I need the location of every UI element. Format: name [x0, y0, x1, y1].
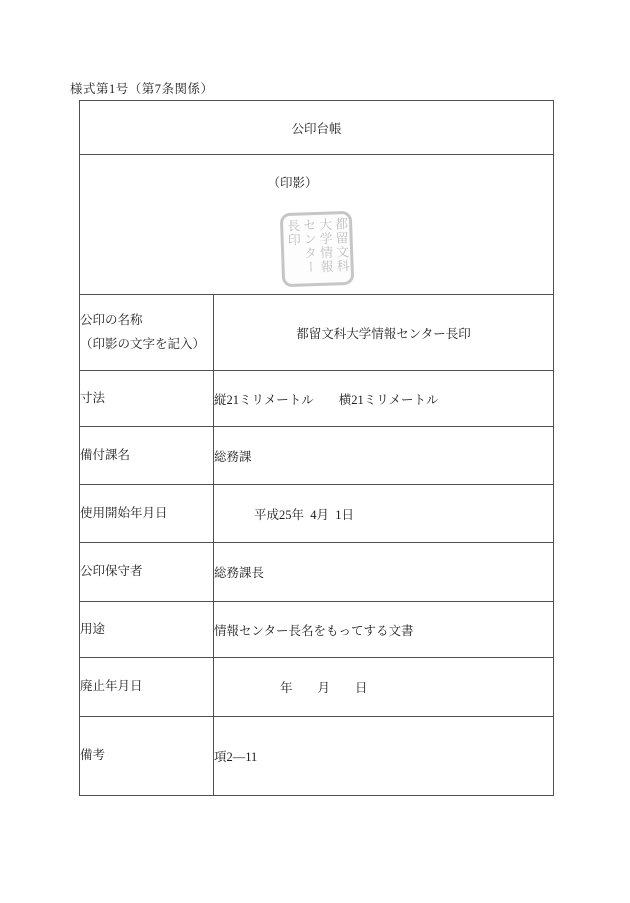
form-number-label: 様式第1号（第7条関係） [70, 82, 214, 96]
label-seal-name-line2: （印影の文字を記入） [80, 336, 206, 351]
label-custodian: 公印保守者 [80, 543, 214, 602]
seal-stamp-text: 都留文科大学情報センター長印 [284, 216, 350, 275]
seal-impression-cell [80, 155, 554, 295]
value-usage: 情報センター長名をもってする文書 [214, 602, 554, 658]
label-seal-name [80, 295, 214, 371]
value-custodian: 総務課長 [214, 543, 554, 602]
value-seal-name: 都留文科大学情報センター長印 [214, 295, 554, 371]
value-start-date: 平成25年 4月 1日 [214, 485, 554, 543]
label-start-date: 使用開始年月日 [80, 485, 214, 543]
value-dimensions: 縦21ミリメートル 横21ミリメートル [214, 371, 554, 427]
label-department: 備付課名 [80, 427, 214, 485]
value-abolition-date: 年 月 日 [214, 658, 554, 717]
label-dimensions: 寸法 [80, 371, 214, 427]
label-remarks: 備考 [80, 717, 214, 796]
value-remarks: 項2—11 [214, 717, 554, 796]
seal-register-table [79, 100, 554, 796]
label-usage: 用途 [80, 602, 214, 658]
register-title: 公印台帳 [80, 101, 554, 155]
seal-impression-caption: （印影） [267, 175, 318, 190]
seal-stamp-image [279, 210, 354, 286]
label-abolition-date: 廃止年月日 [80, 658, 214, 717]
label-seal-name-line1: 公印の名称 [80, 313, 143, 328]
value-department: 総務課 [214, 427, 554, 485]
